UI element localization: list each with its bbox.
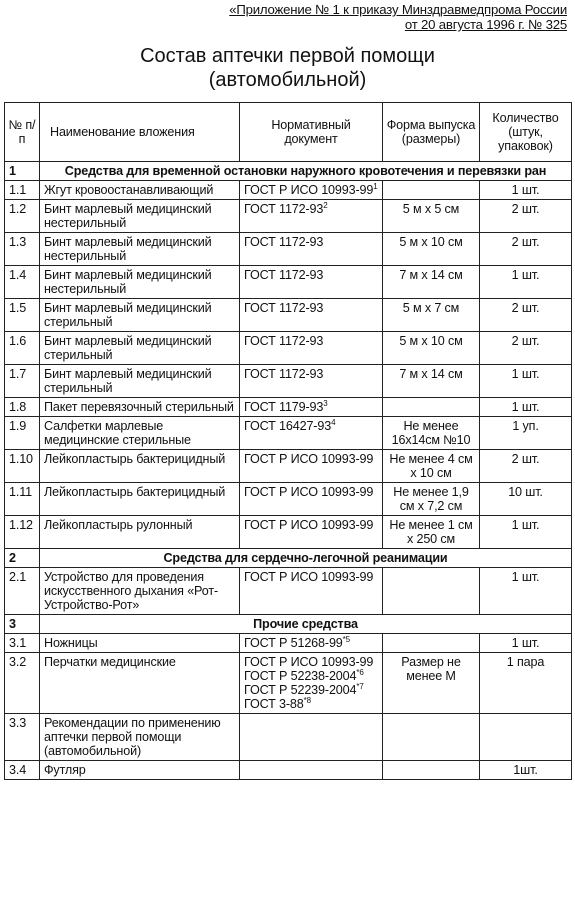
item-name: Футляр [40, 761, 240, 780]
section-row [5, 615, 572, 634]
section-num: 3 [5, 615, 40, 634]
row-num: 1.2 [5, 200, 40, 233]
section-num: 2 [5, 549, 40, 568]
item-name: Салфетки марлевые медицинские стерильные [40, 417, 240, 450]
row-num: 2.1 [5, 568, 40, 615]
item-name: Перчатки медицинские [40, 653, 240, 714]
item-qty: 1 шт. [480, 266, 572, 299]
row-num: 1.12 [5, 516, 40, 549]
footnote-mark: *7 [356, 681, 364, 691]
item-doc-line [244, 683, 378, 697]
item-qty: 1 шт. [480, 365, 572, 398]
column-header-form: Форма выпуска (размеры) [383, 103, 480, 162]
item-doc [240, 398, 383, 417]
item-form: 7 м х 14 см [383, 365, 480, 398]
item-qty: 1 пара [480, 653, 572, 714]
item-doc-line [244, 697, 378, 711]
item-doc: ГОСТ 1172-93 [240, 332, 383, 365]
order-reference [229, 2, 567, 32]
item-qty: 2 шт. [480, 450, 572, 483]
item-name: Рекомендации по применению аптечки первой помощи (автомобильной) [40, 714, 240, 761]
column-header-doc: Нормативный документ [240, 103, 383, 162]
row-num: 1.4 [5, 266, 40, 299]
item-doc [240, 634, 383, 653]
table-row [5, 634, 572, 653]
item-form: 5 м х 10 см [383, 233, 480, 266]
row-num: 1.5 [5, 299, 40, 332]
table-row [5, 761, 572, 780]
item-doc [240, 653, 383, 714]
row-num: 3.1 [5, 634, 40, 653]
document-title-line1: Состав аптечки первой помощи [140, 45, 435, 67]
item-doc-text: ГОСТ 1179-93 [244, 400, 324, 414]
row-num: 3.2 [5, 653, 40, 714]
item-name: Лейкопластырь бактерицидный [40, 483, 240, 516]
item-doc-text: ГОСТ 3-88 [244, 697, 304, 711]
item-qty: 2 шт. [480, 200, 572, 233]
order-reference-line2: от 20 августа 1996 г. № 325 [404, 17, 567, 32]
order-reference-line1: «Приложение № 1 к приказу Минздравмедпрома России [229, 2, 567, 17]
row-num: 1.7 [5, 365, 40, 398]
item-name: Ножницы [40, 634, 240, 653]
table-row [5, 417, 572, 450]
item-doc [240, 761, 383, 780]
item-form: Размер не менее М [383, 653, 480, 714]
item-name: Бинт марлевый медицинский нестерильный [40, 200, 240, 233]
table-row [5, 200, 572, 233]
item-name: Лейкопластырь бактерицидный [40, 450, 240, 483]
table-row [5, 266, 572, 299]
item-qty: 1 шт. [480, 634, 572, 653]
row-num: 1.9 [5, 417, 40, 450]
table-row [5, 365, 572, 398]
section-row [5, 162, 572, 181]
footnote-mark: 3 [323, 398, 328, 408]
item-doc-text: ГОСТ Р 51268-99 [244, 636, 343, 650]
item-doc: ГОСТ Р ИСО 10993-99 [240, 483, 383, 516]
item-doc: ГОСТ Р ИСО 10993-99 [240, 516, 383, 549]
item-doc: ГОСТ Р ИСО 10993-99 [240, 568, 383, 615]
first-aid-kit-table [4, 102, 572, 780]
item-doc: ГОСТ 1172-93 [240, 365, 383, 398]
item-qty: 2 шт. [480, 233, 572, 266]
item-qty: 1шт. [480, 761, 572, 780]
item-form: 5 м х 7 см [383, 299, 480, 332]
item-doc-text: ГОСТ 16427-93 [244, 419, 332, 433]
section-title: Средства для временной остановки наружного кровотечения и перевязки ран [40, 162, 572, 181]
item-qty: 1 уп. [480, 417, 572, 450]
row-num: 1.10 [5, 450, 40, 483]
footnote-mark: 4 [331, 417, 336, 427]
footnote-mark: 1 [373, 181, 378, 191]
table-row [5, 233, 572, 266]
item-form: 5 м х 5 см [383, 200, 480, 233]
table-row [5, 299, 572, 332]
footnote-mark: *5 [342, 634, 350, 644]
table-row [5, 450, 572, 483]
item-qty: 1 шт. [480, 568, 572, 615]
item-form: Не менее 16х14см №10 [383, 417, 480, 450]
table-row [5, 516, 572, 549]
item-form: 5 м х 10 см [383, 332, 480, 365]
item-form: 7 м х 14 см [383, 266, 480, 299]
item-name: Лейкопластырь рулонный [40, 516, 240, 549]
item-qty: 1 шт. [480, 181, 572, 200]
item-qty: 2 шт. [480, 299, 572, 332]
item-form [383, 568, 480, 615]
item-form [383, 761, 480, 780]
item-doc-text: ГОСТ Р ИСО 10993-99 [244, 655, 374, 669]
item-doc: ГОСТ 1172-93 [240, 299, 383, 332]
item-qty: 10 шт. [480, 483, 572, 516]
item-qty [480, 714, 572, 761]
section-num: 1 [5, 162, 40, 181]
item-name: Бинт марлевый медицинский стерильный [40, 332, 240, 365]
column-header-qty: Количество (штук, упаковок) [480, 103, 572, 162]
document-title-line2: (автомобильной) [208, 69, 367, 91]
row-num: 3.3 [5, 714, 40, 761]
section-title: Прочие средства [40, 615, 572, 634]
table-row [5, 568, 572, 615]
item-doc-text: ГОСТ 1172-93 [244, 202, 324, 216]
table-row [5, 398, 572, 417]
table-header-row [5, 103, 572, 162]
row-num: 1.11 [5, 483, 40, 516]
table-row [5, 332, 572, 365]
table-row [5, 714, 572, 761]
row-num: 3.4 [5, 761, 40, 780]
item-doc: ГОСТ 1172-93 [240, 233, 383, 266]
item-doc-text: ГОСТ Р ИСО 10993-99 [244, 183, 374, 197]
item-form [383, 398, 480, 417]
item-qty: 2 шт. [480, 332, 572, 365]
item-qty: 1 шт. [480, 516, 572, 549]
item-doc: ГОСТ 1172-93 [240, 266, 383, 299]
item-name: Жгут кровоостанавливающий [40, 181, 240, 200]
table-row [5, 653, 572, 714]
column-header-num: № п/п [5, 103, 40, 162]
section-row [5, 549, 572, 568]
section-title: Средства для сердечно-легочной реанимации [40, 549, 572, 568]
item-qty: 1 шт. [480, 398, 572, 417]
item-doc [240, 714, 383, 761]
item-name: Бинт марлевый медицинский нестерильный [40, 233, 240, 266]
footnote-mark: *8 [303, 695, 311, 705]
item-doc [240, 417, 383, 450]
row-num: 1.1 [5, 181, 40, 200]
item-form [383, 714, 480, 761]
item-form [383, 634, 480, 653]
item-name: Бинт марлевый медицинский стерильный [40, 299, 240, 332]
item-name: Бинт марлевый медицинский нестерильный [40, 266, 240, 299]
item-doc [240, 200, 383, 233]
item-name: Пакет перевязочный стерильный [40, 398, 240, 417]
item-doc: ГОСТ Р ИСО 10993-99 [240, 450, 383, 483]
table-row [5, 181, 572, 200]
footnote-mark: *6 [356, 667, 364, 677]
item-form: Не менее 1 см х 250 см [383, 516, 480, 549]
row-num: 1.8 [5, 398, 40, 417]
row-num: 1.6 [5, 332, 40, 365]
item-doc-text: ГОСТ Р 52239-2004 [244, 683, 357, 697]
item-name: Бинт марлевый медицинский стерильный [40, 365, 240, 398]
row-num: 1.3 [5, 233, 40, 266]
item-form: Не менее 1,9 см х 7,2 см [383, 483, 480, 516]
item-doc [240, 181, 383, 200]
item-doc-text: ГОСТ Р 52238-2004 [244, 669, 357, 683]
column-header-name: Наименование вложения [40, 103, 240, 162]
item-form [383, 181, 480, 200]
footnote-mark: 2 [323, 200, 328, 210]
item-form: Не менее 4 см х 10 см [383, 450, 480, 483]
item-name: Устройство для проведения искусственного дыхания «Рот-Устройство-Рот» [40, 568, 240, 615]
document-title [0, 44, 575, 92]
table-row [5, 483, 572, 516]
